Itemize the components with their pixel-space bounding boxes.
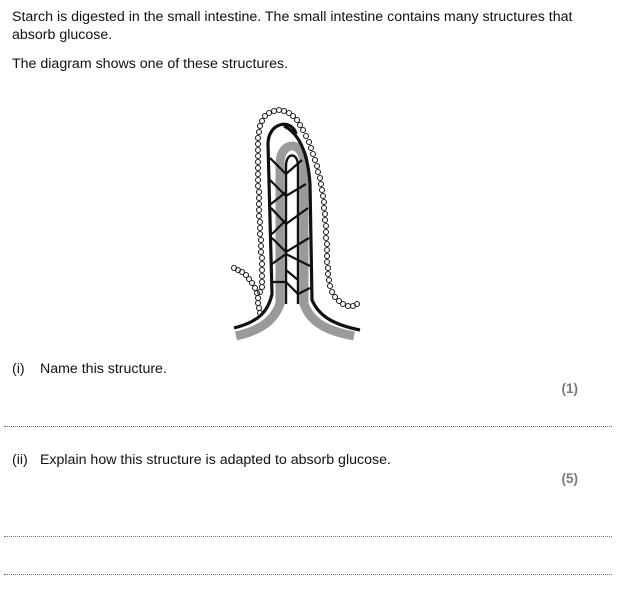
question-i — [12, 361, 167, 378]
villus-diagram — [222, 104, 372, 344]
question-i-text: Name this structure. — [39, 361, 167, 377]
answer-line[interactable] — [4, 574, 612, 575]
lacteal — [286, 156, 298, 305]
intro-paragraph-1: Starch is digested in the small intestine. The small intestine contains many structures that absorb glucose. — [12, 9, 573, 43]
question-intro — [12, 9, 612, 74]
villus-core-shading — [236, 146, 354, 336]
question-i-number: (i) — [12, 361, 25, 377]
question-i-marks: (1) — [561, 381, 578, 396]
intro-paragraph-2: The diagram shows one of these structures. — [12, 56, 289, 72]
answer-line[interactable] — [4, 426, 612, 427]
question-ii-text: Explain how this structure is adapted to absorb glucose. — [39, 452, 391, 468]
answer-line[interactable] — [4, 536, 612, 537]
question-ii — [12, 452, 391, 469]
epithelium-beads — [232, 108, 360, 316]
question-ii-number: (ii) — [12, 452, 28, 468]
question-ii-marks: (5) — [561, 471, 578, 486]
